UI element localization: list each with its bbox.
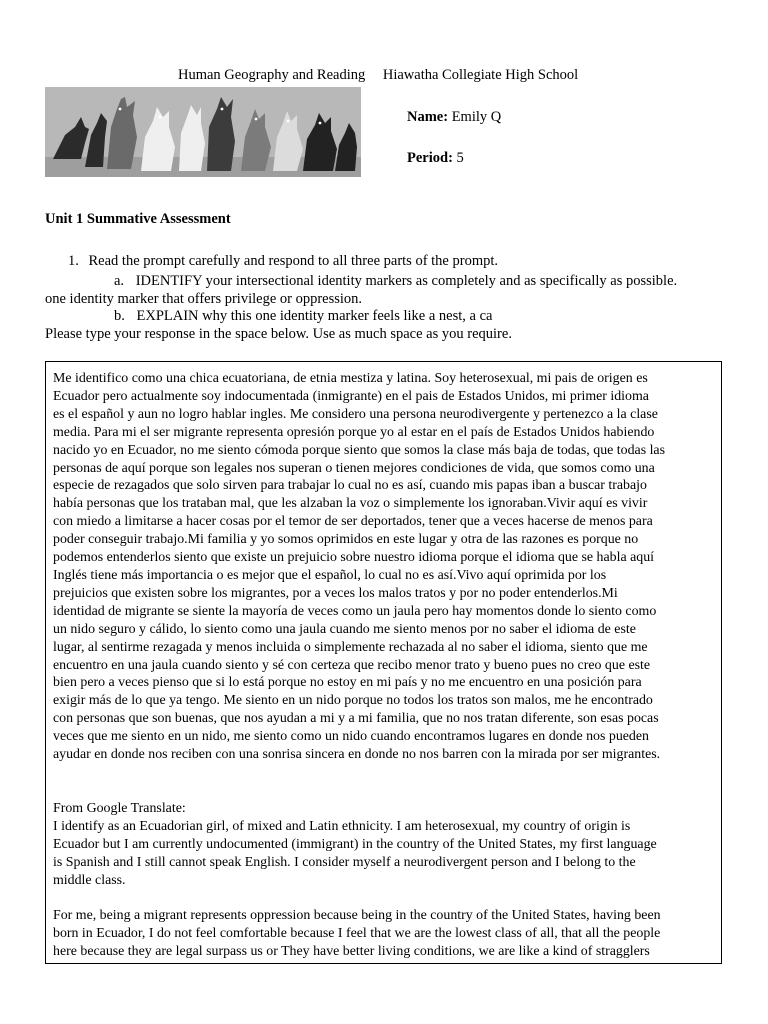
response-text-box[interactable] — [45, 361, 722, 964]
period-label: Period: — [407, 150, 453, 166]
item-b-text: EXPLAIN why this one identity marker feels like a nest, a ca — [136, 308, 493, 324]
course-name: Human Geography and Reading — [178, 67, 366, 83]
assignment-title: Unit 1 Summative Assessment — [45, 211, 231, 227]
item-a-continuation: one identity marker that offers privilege or oppression. — [45, 291, 363, 307]
spanish-line: prejuicios que existen sobre los migrantes, por a veces los malos tratos y por no poder entenderlos.Mi — [53, 585, 618, 601]
item-a-label: a. — [114, 273, 125, 289]
english-line: I identify as an Ecuadorian girl, of mixed and Latin ethnicity. I am heterosexual, my country of origin is — [53, 818, 631, 834]
instruction-item-1 — [68, 253, 498, 270]
spanish-line: bien pero a veces pienso que si lo está porque no estoy en mi país y no me encuentro en una posición para — [53, 675, 642, 691]
spanish-line: ayudar en donde nos reciben con una sonrisa sincera en donde no nos barren con la mirada por ser migrantes. — [53, 747, 661, 763]
translate-label: From Google Translate: — [53, 800, 186, 816]
spanish-line: podemos entenderlos siento que existe un prejuicio sobre nuestro idioma porque el idioma que se habla aquí — [53, 550, 655, 566]
spanish-line: un nido seguro y cálido, lo siento como una jaula cuando me siento menos por no saber el idioma de este — [53, 621, 636, 637]
spanish-line: es el español y aun no logro hablar ingles. Me considero una persona neurodivergente y pertenezco a la clase — [53, 406, 658, 422]
spanish-line: veces que me siento en un nido, me siento como un nido cuando encontramos lugares en donde nos pueden — [53, 729, 649, 745]
item-1-text: Read the prompt carefully and respond to all three parts of the prompt. — [88, 253, 498, 269]
period-field — [407, 150, 464, 167]
spanish-line: había personas que los trataban mal, que les alzaban la voz o simplemente los ignoraban.Vivir aquí es vivir — [53, 496, 648, 512]
item-b-label: b. — [114, 308, 125, 324]
student-name-field — [407, 109, 501, 126]
english-line: Ecuador but I am currently undocumented (immigrant) in the country of the United States, my first language — [53, 836, 657, 852]
english-line: is Spanish and I still cannot speak English. I consider myself a neurodivergent person and I belong to the — [53, 854, 636, 870]
english-line: For me, being a migrant represents oppression because being in the country of the United States, having been — [53, 908, 661, 924]
spanish-line: identidad de migrante se siente la mayoría de veces como un jaula pero hay momentos donde lo siento como — [53, 603, 657, 619]
spanish-line: Inglés tiene más importancia o es mejor que el español, lo cual no es así.Vivo aquí oprimida por los — [53, 567, 607, 583]
school-name: Hiawatha Collegiate High School — [382, 67, 579, 83]
spanish-line: con personas que son buenas, que nos ayudan a mi y a mi familia, que no nos tratan diferente, son esas pocas — [53, 711, 659, 727]
instruction-item-b — [114, 308, 492, 325]
spanish-line: nacido yo en Ecuador, no me siento cómoda porque siento que somos la clase más baja de todas, que todas las — [53, 442, 666, 458]
wolves-illustration-icon — [45, 87, 361, 177]
period-value: 5 — [456, 150, 464, 166]
spanish-line: media. Para mi el ser migrante representa opresión porque yo al estar en el país de Estados Unidos habiendo — [53, 424, 655, 440]
item-1-number: 1. — [68, 253, 79, 269]
name-label: Name: — [407, 109, 449, 125]
name-value: Emily Q — [451, 109, 502, 125]
response-content — [53, 370, 715, 961]
spanish-line: encuentro en una jaula cuando siento y sé con certeza que recibo menor trato y bueno pues no creo que este — [53, 657, 651, 673]
spanish-line: exigir más de lo que ya tengo. Me siento en un nido porque no todos los tratos son malos, me he encontrado — [53, 693, 653, 709]
spanish-line: especie de rezagados que solo sirven para trabajar lo cual no es así, cuando mis papas iban a buscar trabajo — [53, 478, 647, 494]
spanish-line: personas de aquí porque son legales nos superan o tienen mejores condiciones de vida, que somos como una — [53, 460, 655, 476]
response-note: Please type your response in the space below. Use as much space as you require. — [45, 326, 512, 342]
spanish-line: con miedo a limitarse a hacer cosas por el temor de ser deportados, tener que a veces hacerse de menos para — [53, 514, 653, 530]
spanish-line: poder conseguir trabajo.Mi familia y yo somos oprimidos en este lugar y otra de las razones es porque no — [53, 532, 639, 548]
english-line: born in Ecuador, I do not feel comfortable because I feel that we are the lowest class of all, that all the people — [53, 926, 661, 942]
spanish-line: Me identifico como una chica ecuatoriana, de etnia mestiza y latina. Soy heterosexual, mi pais de origen es — [53, 371, 648, 386]
spanish-line: lugar, al sentirme rezagada y menos incluida o simplemente rechazada al no saber el idioma, siento que me — [53, 639, 648, 655]
spanish-line: Ecuador pero actualmente soy indocumentada (inmigrante) en el pais de Estados Unidos, mi primer idioma — [53, 388, 649, 404]
instruction-item-a — [114, 273, 677, 290]
english-line: middle class. — [53, 872, 126, 888]
english-line: here because they are legal surpass us or They have better living conditions, we are like a kind of stragglers — [53, 944, 650, 960]
item-a-text: IDENTIFY your intersectional identity markers as completely and as specifically as possible. — [135, 273, 678, 289]
document-header — [178, 67, 578, 84]
